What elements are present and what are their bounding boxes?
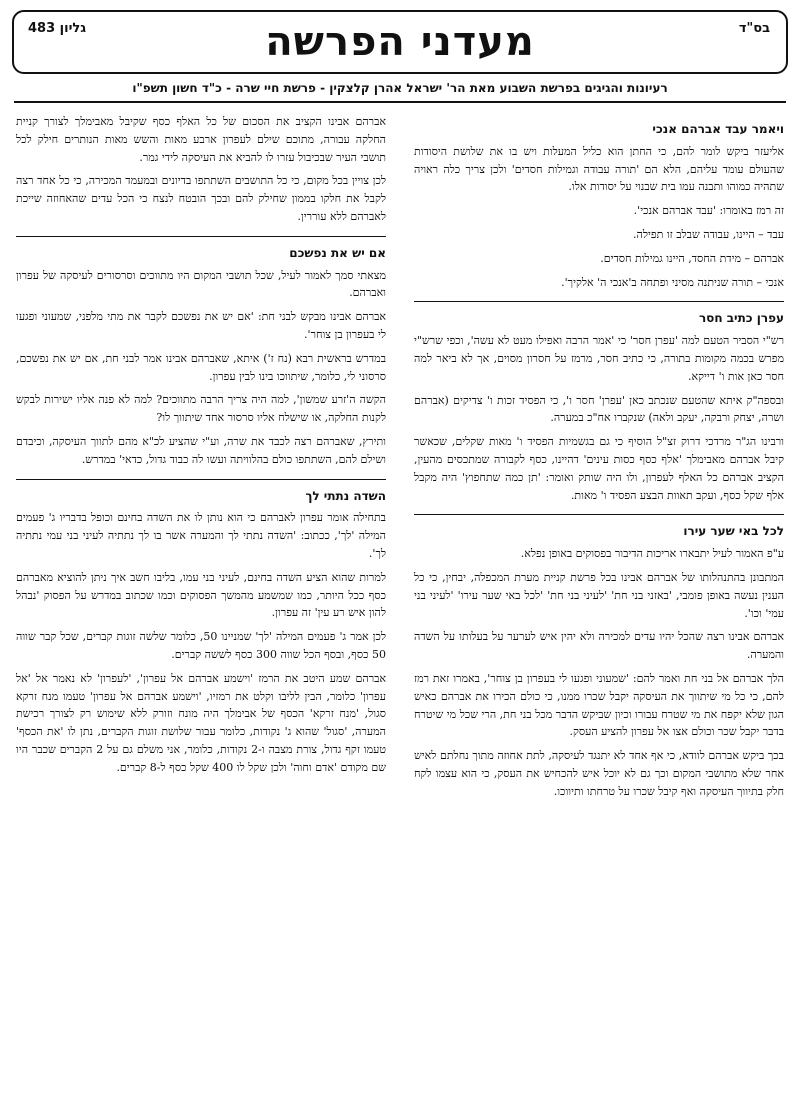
section-divider xyxy=(16,236,386,237)
section-heading: לכל באי שער עירו xyxy=(683,524,784,539)
article-paragraph: הקשה ה'זרע שמשון', למה היה צריך הרבה מתווכים? למה לא פנה אליו ישירות לבקש לקנות החלקה, או שישלח אליו סרסור אחד שיתווך לו? xyxy=(16,393,386,425)
article-paragraph: אנכי – תורה שניתנה מסיני ופתחה ב'אנכי ה' אלקיך'. xyxy=(561,275,784,289)
masthead xyxy=(12,10,788,74)
subtitle-line: רעיונות והגיגים בפרשת השבוע מאת הר' ישראל אהרן קלצקין - פרשת חיי שרה - כ"ד חשון תשפ"ו xyxy=(14,74,786,103)
article-paragraph: אליעזר ביקש לומר להם, כי החתן הוא כליל המעלות ויש בו את שלושת היסודות שהעולם עומד עליהם, הלא הם 'תורה עבודה וגמילות חסדים' ולכן צריך כלה ראויה שתהיה כמוהו ותבנה עמו בית שבנוי על יסודות אלו. xyxy=(414,144,784,194)
left-column xyxy=(16,113,386,807)
right-column xyxy=(414,113,784,807)
article-paragraph: במדרש בראשית רבא (נח ז') איתא, שאברהם אבינו אמר לבני חת, אם יש את נפשכם, סרסוני לי, כלומר, שיתווכו בינו לבין עפרון. xyxy=(16,351,386,383)
article-paragraph: ובספה"ק איתא שהטעם שנכתב כאן 'עפרן' חסר ו', כי הפסיד זכות ו' צדיקים (אברהם ושרה, יצחק ורבקה, יעקב ולאה) שנקברו אח"כ במערה. xyxy=(414,393,784,425)
section-heading: ויאמר עבד אברהם אנכי xyxy=(652,122,784,136)
article-paragraph: אברהם אבינו הקציב את הסכום של כל האלף כסף שקיבל מאבימלך לצורך קניית החלקה עבורה, מתוכם שילם לעפרון ארבע מאות והשש מאות הנותרים חילק לכל תושבי העיר שבכיבול עזרו לו להביא את העיסקה לידי גמר. xyxy=(16,115,386,164)
article-paragraph: בכך ביקש אברהם לוודא, כי אף אחד לא יתנגד לעיסקה, לתת אחוזה מתוך נחלתם לאיש אחר שלא מתושבי המקום וכך גם לא יוכל איש להכחיש את העסק, כי הוא עצמו לקח חלק בתיווך העיסקה ואף קיבל שכרו על טרחתו ותיווכו. xyxy=(414,749,784,798)
article-paragraph: זה רמז באומרו: 'עבד אברהם אנכי'. xyxy=(633,204,784,218)
article-paragraph: בתחילה אומר עפרון לאברהם כי הוא נותן לו את השדה בחינם וכופל בדבריו ג' פעמים המילה 'לך', ככתוב: 'השדה נתתי לך והמערה אשר בו לך נתתיה לעיני בני עמי נתתיה לך'. xyxy=(16,511,386,560)
article-paragraph: לכן צויין בכל מקום, כי כל התושבים השתתפו בדיונים ובמעמד המכירה, כי כל אחד רצה לקבל את חלקו בממון שחילק להם ובכך הובטח לנצח כי הכל עדים שהאחוזה שייכת לאברהם ללא עוררין. xyxy=(16,174,386,223)
article-paragraph: למרות שהוא הציע השדה בחינם, לעיני בני עמו, בליבו חשב איך ניתן להוציא מאברהם כסף ככל היותר, כמו שמשמע מהמשך הפסוקים וכמו שכתוב במדרש על הפסוק 'נבהל להון איש רע עין' זה עפרון. xyxy=(16,570,386,620)
section-heading: עפרן כתיב חסר xyxy=(698,311,784,326)
section-heading: השדה נתתי לך xyxy=(305,488,386,503)
article-paragraph: ע"פ האמור לעיל יתבארו אריכות הדיבור בפסוקים באופן נפלא. xyxy=(520,547,784,561)
newsletter-title: מעדני הפרשה xyxy=(265,19,535,65)
article-paragraph: ורבינו הג"ר מרדכי דרוק זצ"ל הוסיף כי גם בגשמיות הפסיד ו' מאות שקלים, שכאשר קיבל אברהם מאבימלך 'אלף כסף כסות עינים' דהיינו, כסף לקבורה שמתכסים מהעין, הקציב אברהם כל האלף לעפרון, ולו היה שותק ואומר: 'תן כמה שתחפוץ' היה מקבל אלף שקל כסף, ועקב תאוות הבצע הפסיד ו' מאות. xyxy=(414,435,784,502)
article-paragraph: עבד – היינו, עבודה שבלב זו תפילה. xyxy=(633,227,784,241)
article-paragraph: לכן אמר ג' פעמים המילה 'לך' שמניינו 50, כלומר שלשה זוגות קברים, שכל קבר שווה 50 כסף, ובסף הכל שווה 300 כסף לששה קברים. xyxy=(16,630,386,661)
article-paragraph: המתבונן בהתנהלותו של אברהם אבינו בכל פרשת קניית מערת המכפלה, יבחין, כי כל הענין נעשה באופן פומבי, 'באזני בני חת' 'לעיני בני חת' 'לכל באי שער עירו' 'לעיני בני עמי' וכו'. xyxy=(414,570,784,620)
article-paragraph: אברהם אבינו מבקש לבני חת: 'אם יש את נפשכם לקבר את מתי מלפני, שמעוני ופגעו לי בעפרון בן צוחר'. xyxy=(16,310,386,341)
section-divider xyxy=(414,301,784,302)
article-paragraph: מצאתי סמך לאמור לעיל, שכל תושבי המקום היו מתווכים וסרסורים לעיסקה של עפרון ואברהם. xyxy=(16,268,386,300)
article-paragraph: אברהם אבינו רצה שהכל יהיו עדים למכירה ולא יהין איש לערער על בעלותו על השדה והמערה. xyxy=(414,630,784,662)
article-paragraph: ותירץ, שאברהם רצה לכבד את שרה, וע"י שהציע לכ"א מהם לתווך העיסקה, וכיבדם ושילם להם, השתתפו כולם בהלוויתה ועשו לה כבוד גדול, כדאי' במדרש. xyxy=(16,434,386,466)
article-paragraph: אברהם שמע היטב את הרמז 'וישמע אברהם אל עפרון', 'לעפרון' לא נאמר אל 'אל עפרון' כלומר, הבין לליבו וקלט את רמזיו, 'וישמע אברהם אל עפרון' טעמו מנח זרקא סגול, 'מנח זרקא' הכסף של אבימלך היה מונח וזורק ללא שימוש רק לצורך רכישת המערה, 'סגול' שהוא ג' נקודות, כלומר עבור שלושת זוגות הקברים, נתן לו 'את הכסף' טעמו זקף גדול, צורת מצבה ו-2 נקודות, כלומר, אני משלם גם על 2 הקברים שכבר היו שם מקודם 'אדם וחוה' ולכן שקל לו 400 שקל כסף ל-8 קברים. xyxy=(16,671,386,774)
issue-number: גליון 483 xyxy=(28,21,87,36)
article-paragraph: אברהם – מידת החסד, היינו גמילות חסדים. xyxy=(600,251,784,265)
article-paragraph: הלך אברהם אל בני חת ואמר להם: 'שמעוני ופגעו לי בעפרון בן צוחר', באמרו זאת רמז להם, כי כל מי שיתווך את העיסקה יקבל שכרו ממנו, כי כולם הכירו את אברהם כאיש הגון שלא יקפח את מי שטרח עבורו וכיון שביקש הדבר מכל בני חת, הרי שכל מי שיטרח בדבר יקבל שכר וכולם אצו אל עפרון להציע העסק. xyxy=(414,671,784,739)
bsd-mark: בס"ד xyxy=(738,21,770,36)
section-divider xyxy=(414,514,784,515)
section-divider xyxy=(16,479,386,480)
section-heading: אם יש את נפשכם xyxy=(289,245,386,260)
article-paragraph: רש"י הסביר הטעם למה 'עפרן חסר' כי 'אמר הרבה ואפילו מעט לא עשה', וכפי שרש"י מפרש בכמה מקומות בתורה, כי כתיב חסר, מרמז על חסרון מסוים, אך לא ביאר למה חסר כאן אות ו' דייקא. xyxy=(414,334,784,383)
article-columns xyxy=(12,103,788,807)
